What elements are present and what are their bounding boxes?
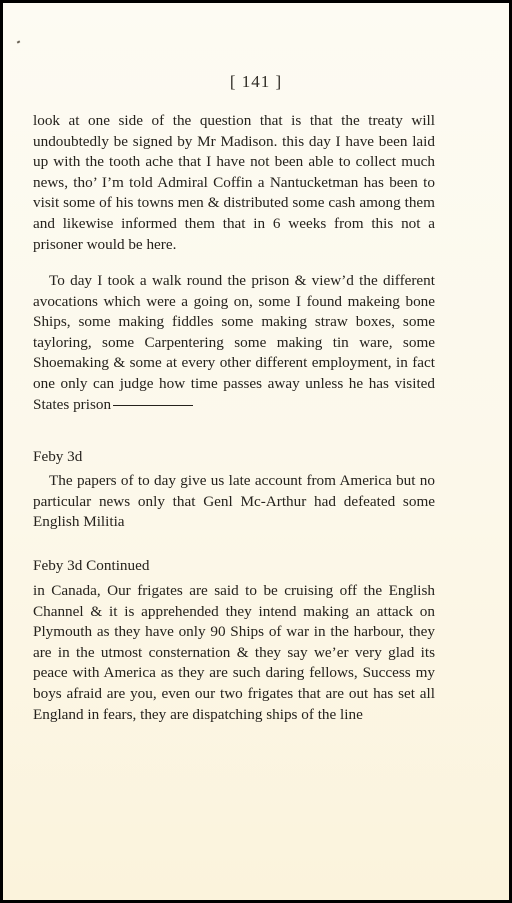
entry-heading-feb-3-continued: Feby 3d Continued: [33, 557, 150, 574]
page-number: [ 141 ]: [229, 72, 283, 91]
paragraph-treaty: [33, 111, 435, 255]
paragraph-treaty-text: look at one side of the question that is that the treaty will undoubtedly be signed by Mr Madison. this day I have been laid up with the tooth ache that I have not been able to collect much news, tho’ I’m told Admiral Coffin a Nantucketman has been to visit some of his towns men & distributed some cash among them and likewise informed them that in 6 weeks from this not a prisoner would be here.: [33, 112, 435, 253]
ink-speck: [17, 40, 21, 43]
paragraph-papers-text: The papers of to day give us late account from America but no particular news only that Genl Mc-Arthur had defeated some English Militia: [33, 472, 435, 531]
paragraph-prison-walk: [33, 271, 435, 415]
entry-heading-feb-3: Feby 3d: [33, 448, 83, 465]
paragraph-papers: [33, 471, 435, 533]
closing-dash: [113, 405, 193, 406]
book-page: [3, 3, 509, 900]
paragraph-frigates-text: in Canada, Our frigates are said to be cruising off the English Channel & it is apprehended they intend making an attack on Plymouth as they have only 90 Ships of war in the harbour, they are in the utmost consternation & they say we’er very glad its peace with America as they are such daring fellows, Success my boys afraid are you, even our two frigates that are out has set all England in fears, they are dispatching ships of the line: [33, 582, 435, 723]
paragraph-prison-walk-text: To day I took a walk round the prison & view’d the different avocations which were a going on, some I found makeing bone Ships, some making fiddles some making straw boxes, some tayloring, some Carpentering some making tin ware, some Shoemaking & some at every other different employment, in fact one only can judge how time passes away unless he has visited States prison: [33, 272, 435, 413]
paragraph-frigates: [33, 581, 435, 725]
